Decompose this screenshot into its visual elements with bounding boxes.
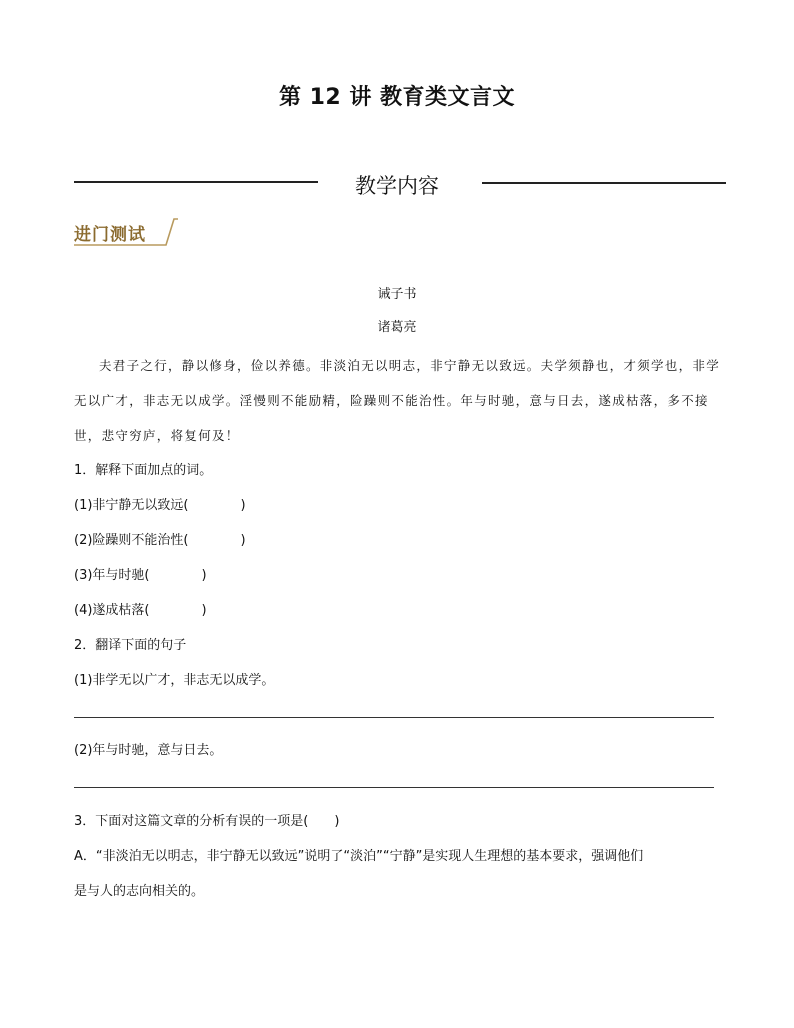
page-title: 第 12 讲 教育类文言文 [278, 85, 516, 110]
question-1-item-3: (3)年与时驰( ) [74, 568, 207, 583]
tag-label: 进门测试 [74, 225, 146, 245]
question-2: 2．翻译下面的句子 [74, 638, 187, 653]
section-divider-right [482, 182, 726, 184]
answer-line-1[interactable] [74, 717, 714, 718]
question-1-item-1: (1)非宁静无以致远( ) [74, 498, 246, 513]
passage-title: 诫子书 [377, 287, 417, 302]
section-tag [74, 217, 184, 247]
question-1-item-2: (2)险躁则不能治性( ) [74, 533, 246, 548]
answer-line-2[interactable] [74, 787, 714, 788]
passage-author: 诸葛亮 [377, 320, 417, 335]
question-2-item-1: (1)非学无以广才，非志无以成学。 [74, 673, 275, 688]
passage-text: 夫君子之行，静以修身，俭以养德。非淡泊无以明志，非宁静无以致远。夫学须静也，才须学也，非学无以广才，非志无以成学。淫慢则不能励精，险躁则不能治性。年与时驰，意与日去，遂成枯落，多不接世，悲守穷庐，将复何及！ [74, 358, 721, 443]
question-1: 1．解释下面加点的词。 [74, 463, 213, 478]
question-3: 3．下面对这篇文章的分析有误的一项是( ) [74, 814, 340, 829]
question-1-item-4: (4)遂成枯落( ) [74, 603, 207, 618]
section-title: 教学内容 [355, 174, 439, 198]
question-3-option-a-line1: A．“非淡泊无以明志，非宁静无以致远”说明了“淡泊”“宁静”是实现人生理想的基本要求，强调他们 [74, 849, 644, 864]
question-3-option-a-line2: 是与人的志向相关的。 [74, 884, 205, 899]
question-2-item-2: (2)年与时驰，意与日去。 [74, 743, 223, 758]
